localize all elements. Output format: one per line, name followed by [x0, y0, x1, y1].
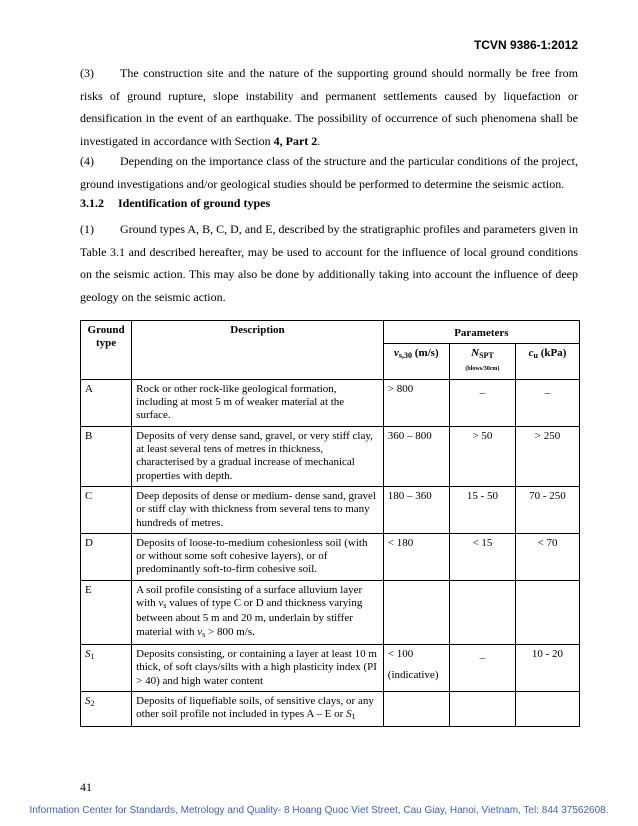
paragraph-1 [80, 218, 578, 308]
cell-cu: _ [515, 379, 579, 426]
cell-nspt: 15 - 50 [449, 486, 515, 533]
cell-type: D [81, 533, 132, 580]
cell-cu [515, 691, 579, 727]
cell-description: Deposits consisting, or containing a layer at least 10 m thick, of soft clays/silts with a high plasticity index (PI > 40) and high water content [132, 644, 384, 691]
table-row [81, 580, 580, 644]
table-row [81, 691, 580, 727]
vs-unit: (m/s) [412, 347, 439, 360]
paragraph-number: (3) [80, 66, 94, 80]
description-part: A soil profile consisting of a surface alluvium layer with [136, 583, 363, 610]
vs-symbol: v [197, 625, 203, 638]
cell-nspt [449, 691, 515, 727]
description-part: values of type C or D and thickness varying between about 5 m and 20 m, underlain by stiffer material with [136, 597, 363, 638]
cell-vs30: > 800 [383, 379, 449, 426]
cell-cu: > 250 [515, 426, 579, 486]
type-subscript: 1 [90, 651, 95, 661]
vs-subscript: s [163, 601, 167, 611]
cu-subscript: u [533, 351, 538, 361]
n-subscript: SPT [479, 351, 494, 361]
cell-vs30 [383, 691, 449, 727]
table-row [81, 486, 580, 533]
description-part: > 800 m/s. [205, 625, 255, 638]
paragraph-3 [80, 62, 578, 152]
cell-nspt: _ [449, 644, 515, 691]
cell-description [132, 691, 384, 727]
cell-type: A [81, 379, 132, 426]
vs-subscript: s [202, 629, 206, 639]
header-vs30 [383, 344, 449, 380]
cell-cu: 70 - 250 [515, 486, 579, 533]
paragraph-number: (4) [80, 154, 94, 168]
cell-cu: 10 - 20 [515, 644, 579, 691]
cell-vs30: 180 – 360 [383, 486, 449, 533]
header-parameters: Parameters [383, 321, 579, 344]
header-nspt [449, 344, 515, 380]
document-code: TCVN 9386-1:2012 [473, 38, 578, 52]
cell-type: B [81, 426, 132, 486]
paragraph-number: (1) [80, 222, 94, 236]
section-title: Identification of ground types [118, 196, 271, 210]
paragraph-text: Depending on the importance class of the structure and the particular conditions of the project, ground investigations and/or geological studies should be performed to determine the seismic action. [80, 154, 578, 191]
vs-value: < 100 [387, 647, 414, 660]
cell-vs30: < 180 [383, 533, 449, 580]
table-row [81, 379, 580, 426]
header-cu [515, 344, 579, 380]
cell-nspt: > 50 [449, 426, 515, 486]
paragraph-end: . [317, 133, 321, 148]
type-subscript: 2 [90, 698, 95, 708]
cell-type: C [81, 486, 132, 533]
cell-cu: < 70 [515, 533, 579, 580]
cell-nspt [449, 580, 515, 644]
table-header-row [81, 321, 580, 344]
type-symbol: S [346, 708, 352, 721]
paragraph-text: Ground types A, B, C, D, and E, described by the stratigraphic profiles and parameters given in Table 3.1 and described hereafter, may be used to account for the influence of local ground conditions on the seismic action. This may also be done by additionally taking into account the influence of deep geology on the seismic action. [80, 222, 578, 304]
vs-subscript: s,30 [398, 351, 413, 361]
cell-type [81, 644, 132, 691]
paragraph-text: The construction site and the nature of the supporting ground should normally be free from risks of ground rupture, slope instability and permanent settlements caused by liquefaction or densification in the event of an earthquake. The possibility of occurrence of such phenomena shall be investigated in accordance with Section [80, 66, 578, 148]
n-symbol: N [471, 347, 480, 360]
page-number: 41 [80, 780, 92, 794]
paragraph-4 [80, 150, 578, 195]
cell-description: Rock or other rock-like geological formation, including at most 5 m of weaker material at the surface. [132, 379, 384, 426]
cell-description: Deposits of very dense sand, gravel, or very stiff clay, at least several tens of metres in thickness, characterised by a gradual increase of mechanical properties with depth. [132, 426, 384, 486]
vs-symbol: v [394, 347, 399, 360]
cell-description [132, 580, 384, 644]
header-ground-type: Ground type [81, 321, 132, 380]
section-heading [80, 196, 270, 211]
cell-vs30: 360 – 800 [383, 426, 449, 486]
cell-vs30 [383, 644, 449, 691]
table-row [81, 644, 580, 691]
cell-type [81, 691, 132, 727]
ground-types-table [80, 320, 580, 727]
cell-vs30 [383, 580, 449, 644]
footer-text: Information Center for Standards, Metrology and Quality- 8 Hoang Quoc Viet Street, Cau Giay, Hanoi, Vietnam, Tel: 844 37562608. [29, 805, 609, 816]
table-row [81, 533, 580, 580]
type-subscript: 1 [351, 712, 356, 722]
section-reference: 4, Part 2 [273, 133, 318, 148]
type-symbol: S [85, 647, 91, 660]
cu-symbol: c [528, 347, 534, 360]
n-unit: (blows/30cm) [465, 365, 500, 372]
cell-type: E [81, 580, 132, 644]
type-symbol: S [85, 694, 91, 707]
vs-note: (indicative) [387, 669, 439, 682]
section-number: 3.1.2 [80, 196, 104, 210]
vs-symbol: v [158, 597, 164, 610]
cell-description: Deposits of loose-to-medium cohesionless soil (with or without some soft cohesive layers), or of predominantly soft-to-firm cohesive soil. [132, 533, 384, 580]
table-row [81, 426, 580, 486]
cu-unit: (kPa) [537, 347, 567, 360]
cell-description: Deep deposits of dense or medium- dense sand, gravel or stiff clay with thickness from several tens to many hundreds of metres. [132, 486, 384, 533]
cell-nspt: _ [449, 379, 515, 426]
header-description: Description [132, 321, 384, 380]
cell-cu [515, 580, 579, 644]
cell-nspt: < 15 [449, 533, 515, 580]
description-part: Deposits of liquefiable soils, of sensitive clays, or any other soil profile not included in types A – E or [136, 694, 374, 721]
